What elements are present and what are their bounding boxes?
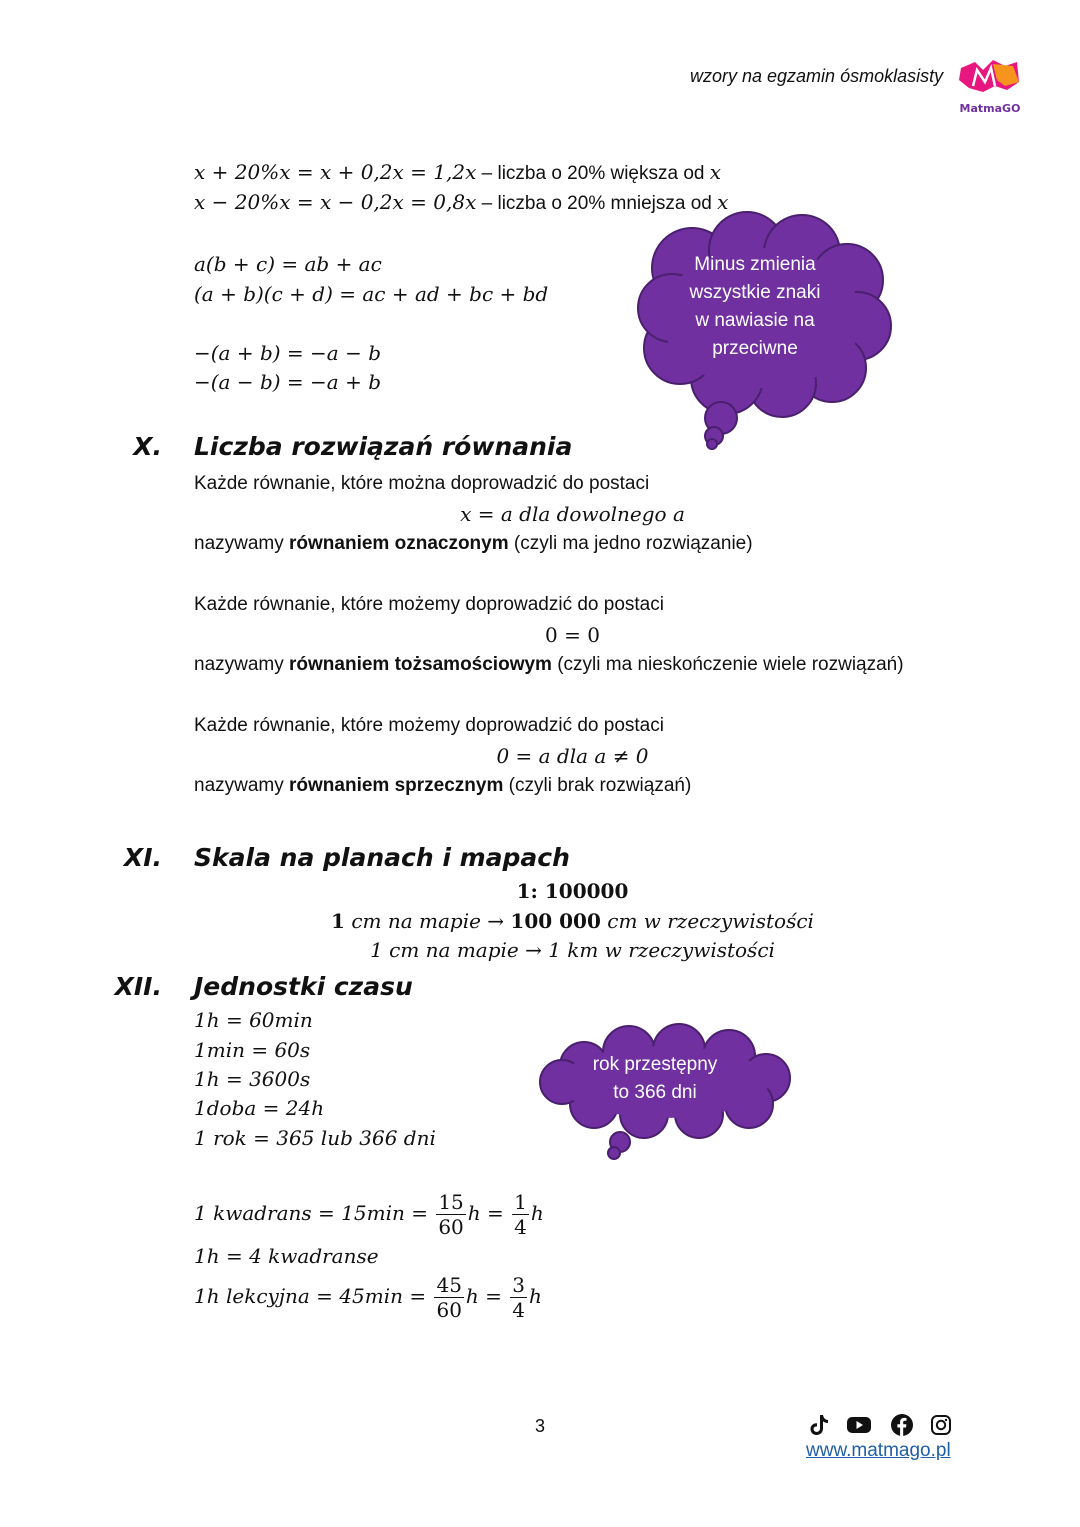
percent-text-2: – liczba o 20% mniejsza od [476,193,718,214]
text: h [530,1201,544,1225]
text: (czyli brak rozwiązań) [503,775,692,796]
cloud-text-leap-year [555,1051,755,1107]
scale-line-2: 1 cm na mapie → 1 km w rzeczywistości [370,938,775,962]
text: nazywamy [194,775,290,796]
website-link[interactable]: www.matmago.pl [806,1440,951,1461]
minus-formula-2: −(a − b) = −a + b [194,370,381,394]
time-unit-4: 1doba = 24h [194,1096,325,1120]
text: 1 [331,909,345,933]
lekcja-formula [194,1273,542,1322]
instagram-icon[interactable] [930,1414,952,1436]
matmago-logo-icon [955,56,1025,104]
term-bold: równaniem sprzecznym [289,775,504,796]
cloud-line: Minus zmienia [694,254,816,275]
denominator: 4 [514,1215,527,1239]
social-icons [806,1412,952,1438]
text: 1 kwadrans = 15min = [194,1201,435,1225]
brand-name: MatmaGO [959,102,1021,115]
numerator: 1 [514,1190,527,1214]
section-xi-title: Skala na planach i mapach [194,843,570,872]
section-x-p2-formula: 0 = 0 [545,623,600,647]
text: cm w rzeczywistości [600,909,814,933]
section-xii-title: Jednostki czasu [194,972,413,1001]
numerator: 15 [438,1190,464,1214]
scale-ratio: 1: 100000 [516,879,629,903]
text: h [529,1284,542,1308]
section-xi-number: XI. [123,843,162,872]
section-x-p1-intro: Każde równanie, które można doprowadzić do postaci [194,473,650,494]
percent-var-2: x [717,190,729,214]
fraction [510,1273,527,1322]
numerator: 3 [512,1273,526,1297]
fraction [436,1190,465,1239]
cloud-line: przeciwne [712,338,798,359]
cloud-line: w nawiasie na [695,310,815,331]
text: nazywamy [194,654,290,675]
time-unit-2: 1min = 60s [194,1038,311,1062]
cloud-line: rok przestępny [592,1054,718,1075]
denominator: 60 [438,1215,464,1239]
text: 100 000 [510,909,601,933]
cloud-line: to 366 dni [613,1082,697,1103]
time-unit-5: 1 rok = 365 lub 366 dni [194,1126,436,1150]
section-x-p2-desc [194,654,904,676]
tiktok-icon[interactable] [808,1413,830,1437]
section-x-number: X. [133,432,162,461]
distributive-formula-2: (a + b)(c + d) = ac + ad + bc + bd [194,282,549,306]
numerator: 45 [436,1273,462,1297]
scale-line-1 [0,909,1080,933]
text: cm na mapie → [344,909,511,933]
text: h = [465,1284,509,1308]
minus-formula-1: −(a + b) = −a − b [194,341,381,365]
percent-line-1 [194,160,721,185]
section-x-p3-formula: 0 = a dla a ≠ 0 [496,744,649,768]
percent-formula-1: x + 20%x = x + 0,2x = 1,2x [194,160,477,184]
text: nazywamy [194,533,290,554]
section-x-p3-intro: Każde równanie, które możemy doprowadzić do postaci [194,715,664,736]
distributive-formula-1: a(b + c) = ab + ac [194,252,382,276]
text: (czyli ma jedno rozwiązanie) [508,533,753,554]
header-title: wzory na egzamin ósmoklasisty [690,66,944,86]
section-x-p3-desc [194,775,691,797]
fraction [512,1190,529,1239]
text: h = [467,1201,511,1225]
section-x-title: Liczba rozwiązań równania [194,432,573,461]
fraction [434,1273,463,1322]
term-bold: równaniem oznaczonym [289,533,509,554]
section-xii-number: XII. [114,972,162,1001]
facebook-icon[interactable] [890,1413,914,1437]
cloud-line: wszystkie znaki [689,282,821,303]
denominator: 4 [512,1298,526,1322]
text: (czyli ma nieskończenie wiele rozwiązań) [551,654,904,675]
kwadrans-formula [194,1190,544,1239]
cloud-text-minus [650,251,860,363]
time-unit-1: 1h = 60min [194,1008,313,1032]
kwadranse-formula: 1h = 4 kwadranse [194,1244,379,1268]
page-number: 3 [534,1416,545,1436]
percent-formula-2: x − 20%x = x − 0,2x = 0,8x [194,190,477,214]
percent-text-1: – liczba o 20% większa od [476,163,710,184]
section-x-p2-intro: Każde równanie, które możemy doprowadzić do postaci [194,594,664,615]
time-unit-3: 1h = 3600s [194,1067,311,1091]
youtube-icon[interactable] [846,1414,872,1436]
text: 1h lekcyjna = 45min = [194,1284,433,1308]
section-x-p1-desc [194,533,753,555]
term-bold: równaniem tożsamościowym [289,654,552,675]
percent-var-1: x [709,160,722,184]
section-x-p1-formula: x = a dla dowolnego a [460,502,685,526]
denominator: 60 [436,1298,462,1322]
